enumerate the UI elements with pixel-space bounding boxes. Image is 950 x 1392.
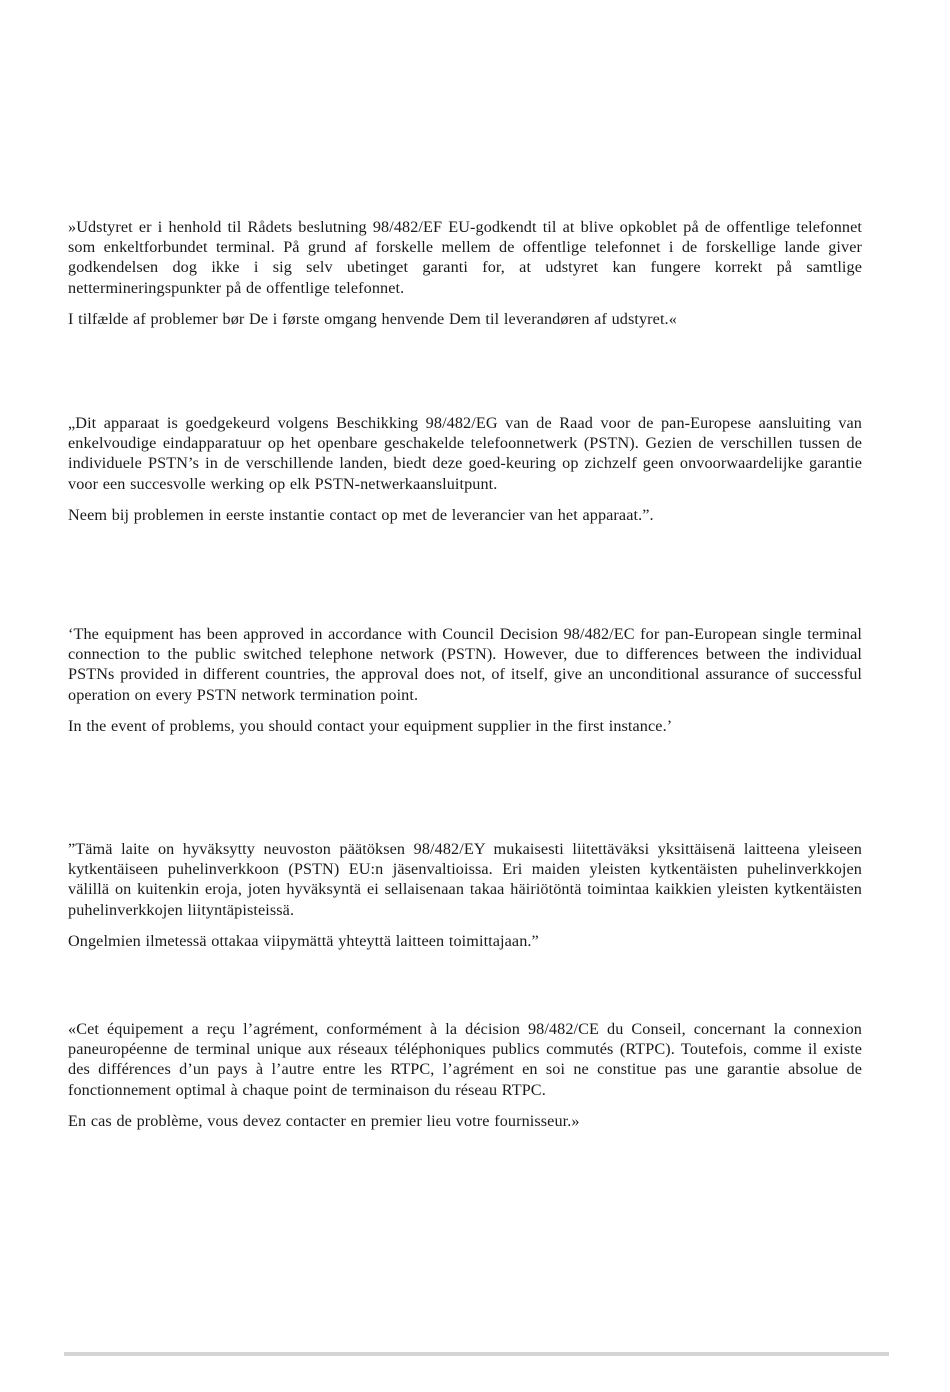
notice-finnish-contact: Ongelmien ilmetessä ottakaa viipymättä yhteyttä laitteen toimittajaan.” xyxy=(68,931,539,950)
notice-finnish-body: ”Tämä laite on hyväksytty neuvoston päätöksen 98/482/EY mukaisesti liitettäväksi yksittäisenä laitteena yleiseen kytkentäiseen puhelinverkkoon (PSTN) EU:n jäsenvaltioissa. Eri maiden yleisten kytkentäisten puhelinverkkojen välillä on kuitenkin eroja, joten hyväksyntä ei sellaisenaan takaa häiriötöntä toimintaa kaikkien yleisten kytkentäisten puhelinverkkojen liityntäpisteissä. xyxy=(68,840,862,919)
notice-dutch-body: „Dit apparaat is goedgekeurd volgens Beschikking 98/482/EG van de Raad voor de pan-Europese aansluiting van enkelvoudige eindapparatuur op het openbare geschakelde telefoonnetwerk (PSTN). Gezien de verschillen tussen de individuele PSTN’s in de verschillende landen, biedt deze goed-keuring op zichzelf geen onvoorwaardelijke garantie voor een succesvolle werking op elk PSTN-netwerkaansluitpunt. xyxy=(68,414,862,493)
notice-dutch xyxy=(68,413,862,525)
notice-danish-body: »Udstyret er i henhold til Rådets beslutning 98/482/EF EU-godkendt til at blive opkoblet på de offentlige telefonnet som enkeltforbundet terminal. På grund af forskelle mellem de offentlige telefonnet i de forskellige lande giver godkendelsen dog ikke i sig selv ubetinget garanti for, at udstyret kan fungere korrekt på samtlige nettermineringspunkter på de offentlige telefonnet. xyxy=(68,218,862,297)
footer-divider xyxy=(64,1352,889,1356)
notice-danish xyxy=(68,217,862,329)
notice-danish-contact: I tilfælde af problemer bør De i første omgang henvende Dem til leverandøren af udstyret.« xyxy=(68,309,677,328)
notice-english-contact: In the event of problems, you should contact your equipment supplier in the first instance.’ xyxy=(68,716,673,735)
notice-french xyxy=(68,1019,862,1131)
notice-english xyxy=(68,624,862,736)
notice-finnish xyxy=(68,839,862,951)
notice-french-contact: En cas de problème, vous devez contacter en premier lieu votre fournisseur.» xyxy=(68,1111,580,1130)
notice-french-body: «Cet équipement a reçu l’agrément, conformément à la décision 98/482/CE du Conseil, concernant la connexion paneuropéenne de terminal unique aux réseaux téléphoniques publics commutés (RTPC). Toutefois, comme il existe des différences d’un pays à l’autre entre les RTPC, l’agrément en soi ne constitue pas une garantie absolue de fonctionnement optimal à chaque point de terminaison du réseau RTPC. xyxy=(68,1020,862,1099)
notice-english-body: ‘The equipment has been approved in accordance with Council Decision 98/482/EC for pan-European single terminal connection to the public switched telephone network (PSTN). However, due to differences between the individual PSTNs provided in different countries, the approval does not, of itself, give an unconditional assurance of successful operation on every PSTN network termination point. xyxy=(68,625,862,704)
notice-dutch-contact: Neem bij problemen in eerste instantie contact op met de leverancier van het apparaat.”. xyxy=(68,505,654,524)
